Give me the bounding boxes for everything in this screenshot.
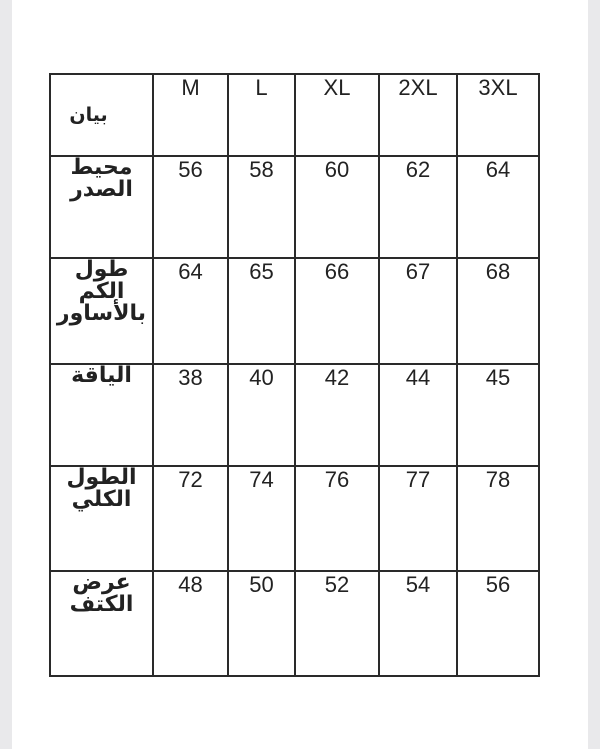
row-label-length [50, 466, 153, 571]
table-cell: 54 [379, 571, 457, 676]
table-cell: 44 [379, 364, 457, 466]
size-header-3xl: 3XL [457, 74, 539, 156]
page-edge-right [588, 0, 600, 749]
table-cell: 76 [295, 466, 379, 571]
row-label-line: عرض [72, 570, 131, 595]
page-edge-left [0, 0, 12, 749]
table-cell: 38 [153, 364, 228, 466]
table-row [50, 258, 539, 364]
table-cell: 65 [228, 258, 295, 364]
table-cell: 74 [228, 466, 295, 571]
row-label-line: طول الكم [74, 257, 129, 304]
row-label-collar [50, 364, 153, 466]
row-label-line: الصدر [70, 177, 133, 202]
size-header-2xl: 2XL [379, 74, 457, 156]
table-row [50, 466, 539, 571]
table-cell: 40 [228, 364, 295, 466]
header-label-cell: بيان [50, 74, 153, 156]
table-cell: 48 [153, 571, 228, 676]
table-cell: 72 [153, 466, 228, 571]
table-cell: 67 [379, 258, 457, 364]
row-label-line: الطول [66, 465, 137, 490]
row-label-line: محيط [70, 155, 133, 180]
row-label-sleeve [50, 258, 153, 364]
table-cell: 50 [228, 571, 295, 676]
row-label-shoulder [50, 571, 153, 676]
table-cell: 77 [379, 466, 457, 571]
table-row [50, 364, 539, 466]
table-row [50, 571, 539, 676]
table-cell: 42 [295, 364, 379, 466]
row-label-line: الكتف [69, 592, 134, 617]
table-cell: 66 [295, 258, 379, 364]
table-cell: 56 [457, 571, 539, 676]
table-header-row [50, 74, 539, 156]
row-label-line: الكلي [71, 487, 132, 512]
row-label-line: الياقة [71, 363, 132, 388]
table-row [50, 156, 539, 258]
size-header-l: L [228, 74, 295, 156]
table-cell: 58 [228, 156, 295, 258]
table-cell: 64 [457, 156, 539, 258]
table-cell: 62 [379, 156, 457, 258]
table-cell: 60 [295, 156, 379, 258]
row-label-chest [50, 156, 153, 258]
size-header-xl: XL [295, 74, 379, 156]
size-header-m: M [153, 74, 228, 156]
table-cell: 52 [295, 571, 379, 676]
table-cell: 45 [457, 364, 539, 466]
table-cell: 64 [153, 258, 228, 364]
table-cell: 68 [457, 258, 539, 364]
row-label-line: بالأساور [56, 301, 147, 326]
table-cell: 78 [457, 466, 539, 571]
size-chart-table [49, 73, 540, 677]
table-cell: 56 [153, 156, 228, 258]
